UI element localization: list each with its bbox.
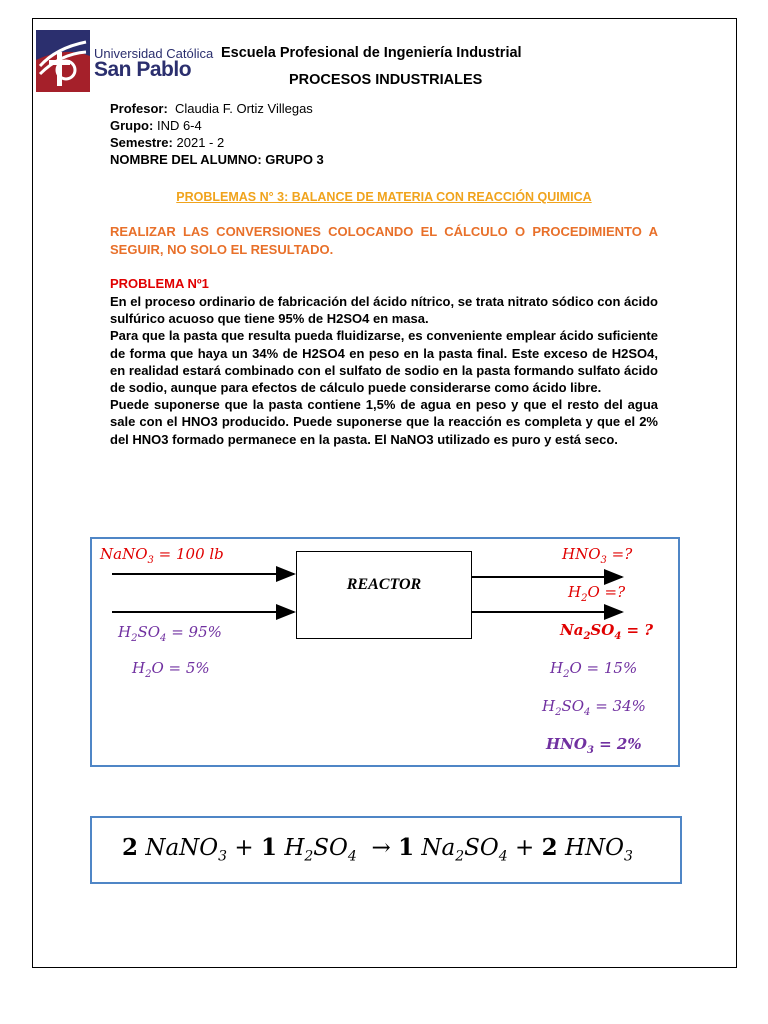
chemical-equation: 2 NaNO$_3$ + 1 $H_2SO_4 \to 1$ $Na_2SO_4 + 2$ $HNO_3$ [122, 834, 633, 865]
problem-paragraph: Puede suponerse que la pasta contiene 1,5% de agua en peso y que el resto del agua sale con el HNO3 producido. Puede suponerse que la reacción es completa y que el 2% del HNO3 formado permanece en la pasta. El NaNO3 utilizado es puro y está seco. [110, 397, 658, 447]
out-hno3-value: =? [606, 545, 633, 563]
feed-nano3-value: = 100 lb [153, 545, 224, 563]
problem-title: PROBLEMA Nº1 [110, 276, 209, 291]
eq-plus-2: + [515, 835, 535, 861]
paste-hno3-value: = 2% [593, 735, 642, 753]
out-hno3: $HNO_3$ =? [562, 545, 633, 566]
problem-paragraph: Para que la pasta que resulta pueda fluidizarse, es conveniente emplear ácido suficiente de forma que haya un 34% de H2SO4 en peso en la pasta final. Este exceso de H2SO4, en realidad estará combinado con el sulfato de sodio en la pasta formando sulfato ácido de sodio, aunque para efectos de cálculo puede considerarse como ácido libre. [110, 328, 658, 396]
course-title: PROCESOS INDUSTRIALES [289, 72, 483, 88]
paste-hno3: $HNO_3 = 2\%$ [546, 735, 642, 756]
eq-plus-1: + [234, 835, 254, 861]
paste-h2so4: $H_2SO_4 = 34\%$ [542, 697, 646, 718]
semestre-value: 2021 - 2 [176, 135, 225, 150]
profesor-label: Profesor: [110, 101, 168, 116]
feed-h2so4-value: = 95% [166, 623, 222, 641]
out-na2so4-value: = ? [621, 621, 654, 639]
feed-h2o-value: = 5% [163, 659, 210, 677]
paste-h2so4-value: = 34% [590, 697, 646, 715]
profesor-value: Claudia F. Ortiz Villegas [175, 101, 313, 116]
grupo-value: IND 6-4 [156, 118, 202, 133]
out-h2o-value: =? [599, 583, 626, 601]
university-name-line1: Universidad Católica [94, 46, 214, 61]
school-title: Escuela Profesional de Ingeniería Industrial [221, 45, 522, 61]
instructions: REALIZAR LAS CONVERSIONES COLOCANDO EL CÁLCULO O PROCEDIMIENTO A SEGUIR, NO SOLO EL RESULTADO. [110, 224, 658, 257]
reactor-label: REACTOR [346, 576, 422, 593]
feed-h2so4: $H_2SO_4 = 95\%$ [118, 623, 222, 644]
alumno-value: NOMBRE DEL ALUMNO: GRUPO 3 [110, 152, 324, 167]
feed-h2o: $H_2O = 5\%$ [132, 659, 210, 680]
eq-coef-4: 2 [541, 834, 558, 861]
eq-coef-2: 1 [260, 834, 277, 861]
eq-coef-1: 2 [122, 834, 139, 861]
paste-h2o: $H_2O = 15\%$ [550, 659, 638, 680]
eq-coef-3: 1 [398, 834, 415, 861]
problem-paragraph: En el proceso ordinario de fabricación del ácido nítrico, se trata nitrato sódico con ácido sulfúrico acuoso que tiene 95% de H2SO4 en masa. [110, 294, 658, 327]
out-na2so4: $Na_2SO_4$ = ? [560, 621, 654, 642]
feed-nano3: NaNO$_3$ = 100 lb [100, 545, 224, 566]
semestre-label: Semestre: [110, 135, 173, 150]
problems-title: PROBLEMAS N° 3: BALANCE DE MATERIA CON REACCIÓN QUIMICA [176, 190, 592, 204]
university-name-line2: San Pablo [94, 58, 192, 81]
eq-arrow: → [371, 835, 391, 861]
grupo-label: Grupo: [110, 118, 154, 133]
out-h2o: $H_2O$ =? [568, 583, 626, 604]
paste-h2o-value: = 15% [581, 659, 638, 677]
